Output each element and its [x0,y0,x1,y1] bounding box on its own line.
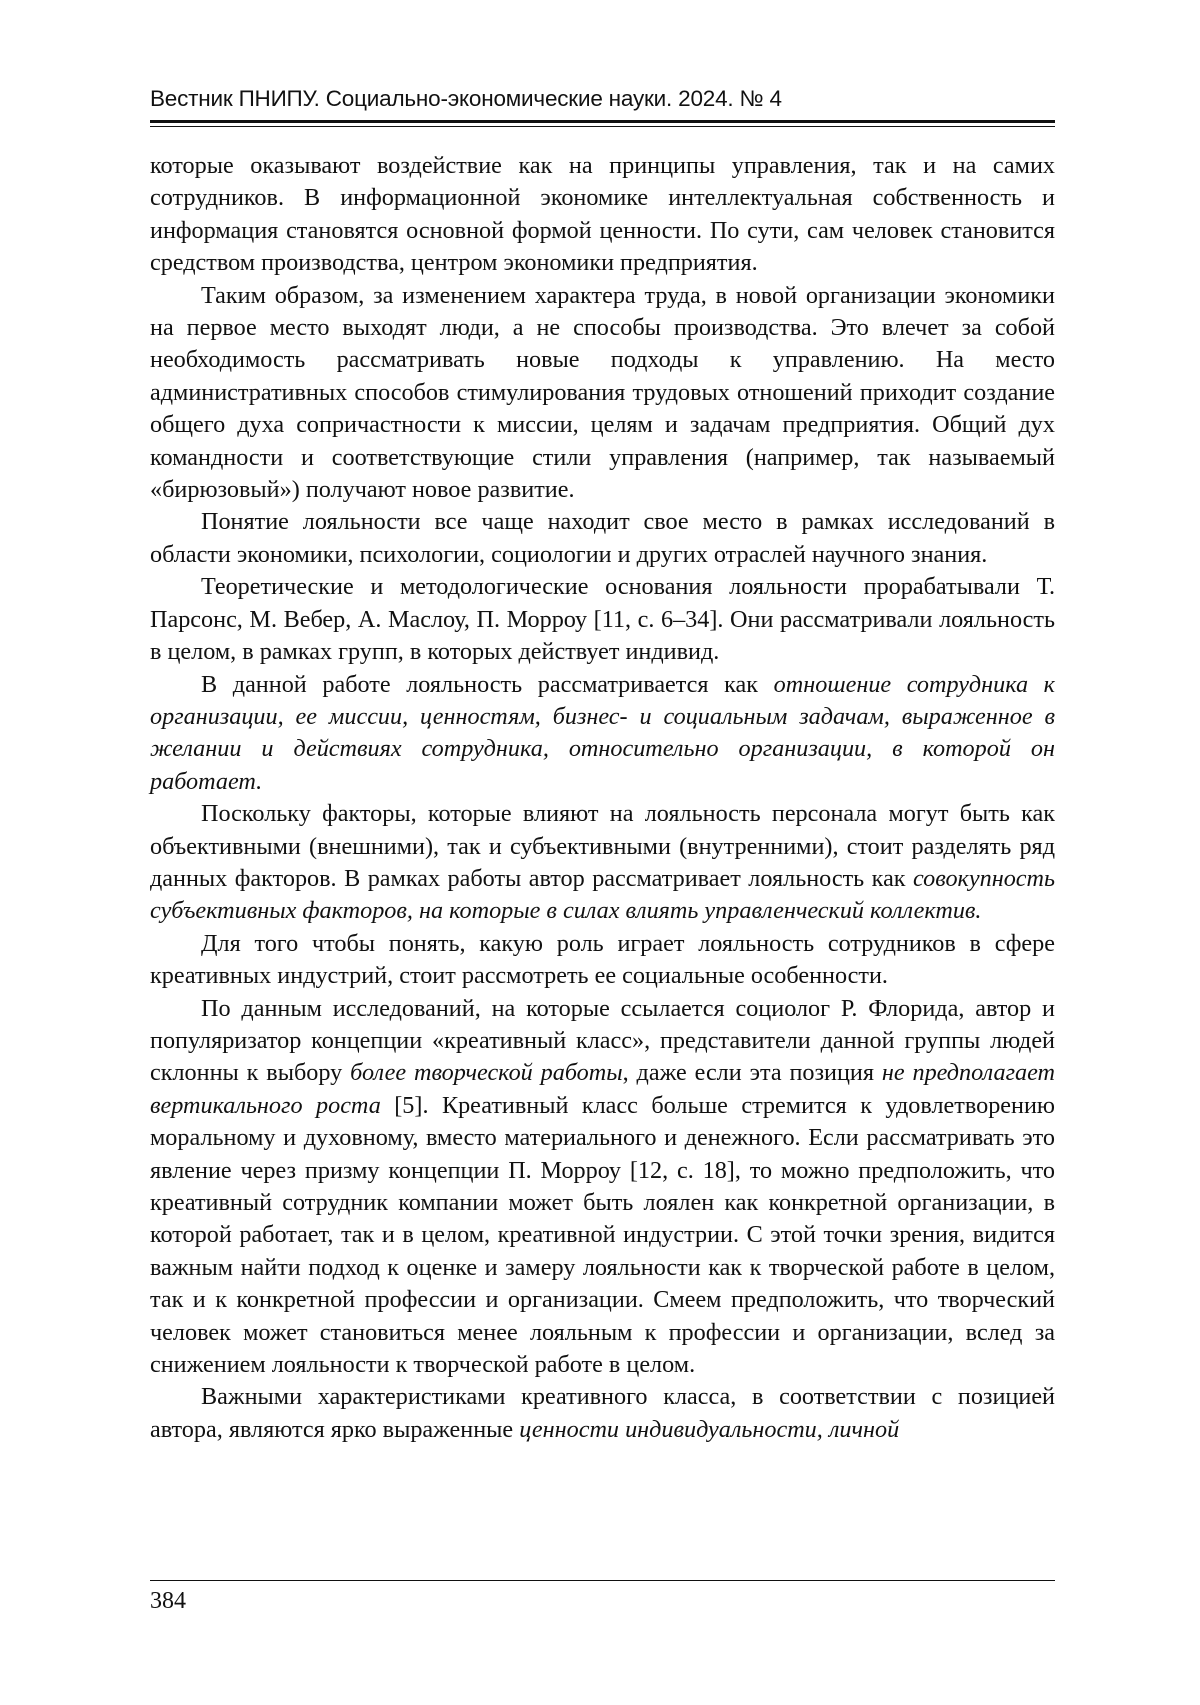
paragraph [150,150,1055,280]
paragraph [150,506,1055,571]
text-run: Теоретические и методологические основания лояльности прорабатывали Т. Парсонс, М. Вебер, А. Маслоу, П. Морроу [11, с. 6–34]. Они рассматривали лояльность в целом, в рамках групп, в которых действует индивид. [150,573,1055,665]
paragraph [150,798,1055,928]
text-run: , даже если эта позиция [623,1059,882,1086]
paragraph [150,280,1055,507]
paragraph [150,1381,1055,1446]
page-number: 384 [150,1588,186,1615]
paragraph [150,571,1055,668]
journal-page [0,0,1200,1705]
text-run: Поскольку факторы, которые влияют на лояльность персонала могут быть как объективными (внешними), так и субъективными (внутренними), стоит разделять ряд данных факторов. В рамках работы автор рассматривает лояльность как [150,800,1055,892]
header-rule-thin [150,126,1055,127]
italic-run: более творческой работы [350,1059,622,1086]
running-head: Вестник ПНИПУ. Социально-экономические науки. 2024. № 4 [150,86,782,112]
italic-run: отношение сотрудника к организации, ее миссии, ценностям, бизнес- и социальным задачам, выраженное в желании и действиях сотрудника, относительно организации, в которой он работает. [150,671,1055,795]
text-run: По данным исследований, на которые ссылается социолог Р. Флорида, автор и популяризатор концепции «креативный класс», представители данной группы людей склонны к выбору [150,995,1055,1087]
text-run: которые оказывают воздействие как на принципы управления, так и на самих сотрудников. В информационной экономике интеллектуальная собственность и информация становятся основной формой ценности. По сути, сам человек становится средством производства, центром экономики предприятия. [150,152,1055,276]
text-run: Понятие лояльности все чаще находит свое место в рамках исследований в области экономики, психологии, социологии и других отраслей научного знания. [150,508,1055,567]
italic-run: не предполагает вертикального роста [150,1059,1055,1118]
paragraph [150,928,1055,993]
text-run: Для того чтобы понять, какую роль играет лояльность сотрудников в сфере креативных индустрий, стоит рассмотреть ее социальные особенности. [150,930,1055,989]
italic-run: совокупность субъективных факторов, на которые в силах влиять управленческий коллектив. [150,865,1055,924]
text-run: Важными характеристиками креативного класса, в соответствии с позицией автора, являются ярко выраженные [150,1383,1055,1442]
text-run: Таким образом, за изменением характера труда, в новой организации экономики на первое место выходят люди, а не способы производства. Это влечет за собой необходимость рассматривать новые подходы к управлению. На место административных способов стимулирования трудовых отношений приходит создание общего духа сопричастности к миссии, целям и задачам предприятия. Общий дух командности и соответствующие стили управления (например, так называемый «бирюзовый») получают новое развитие. [150,282,1055,503]
text-run: [5]. Креативный класс больше стремится к удовлетворению моральному и духовному, вместо материального и денежного. Если рассматривать это явление через призму концепции П. Морроу [12, с. 18], то можно предположить, что креативный сотрудник компании может быть лоялен как конкретной организации, в которой работает, так и в целом, креативной индустрии. С этой точки зрения, видится важным найти подход к оценке и замеру лояльности как к творческой работе в целом, так и к конкретной профессии и организации. Смеем предположить, что творческий человек может становиться менее лояльным к профессии и организации, вслед за снижением лояльности к творческой работе в целом. [150,1092,1055,1378]
header-rule-thick [150,120,1055,123]
italic-run: ценности индивидуальности, личной [519,1416,899,1443]
article-body [150,150,1055,1446]
footer-rule [150,1580,1055,1581]
text-run: В данной работе лояльность рассматривается как [201,671,774,698]
paragraph [150,669,1055,799]
paragraph [150,993,1055,1382]
